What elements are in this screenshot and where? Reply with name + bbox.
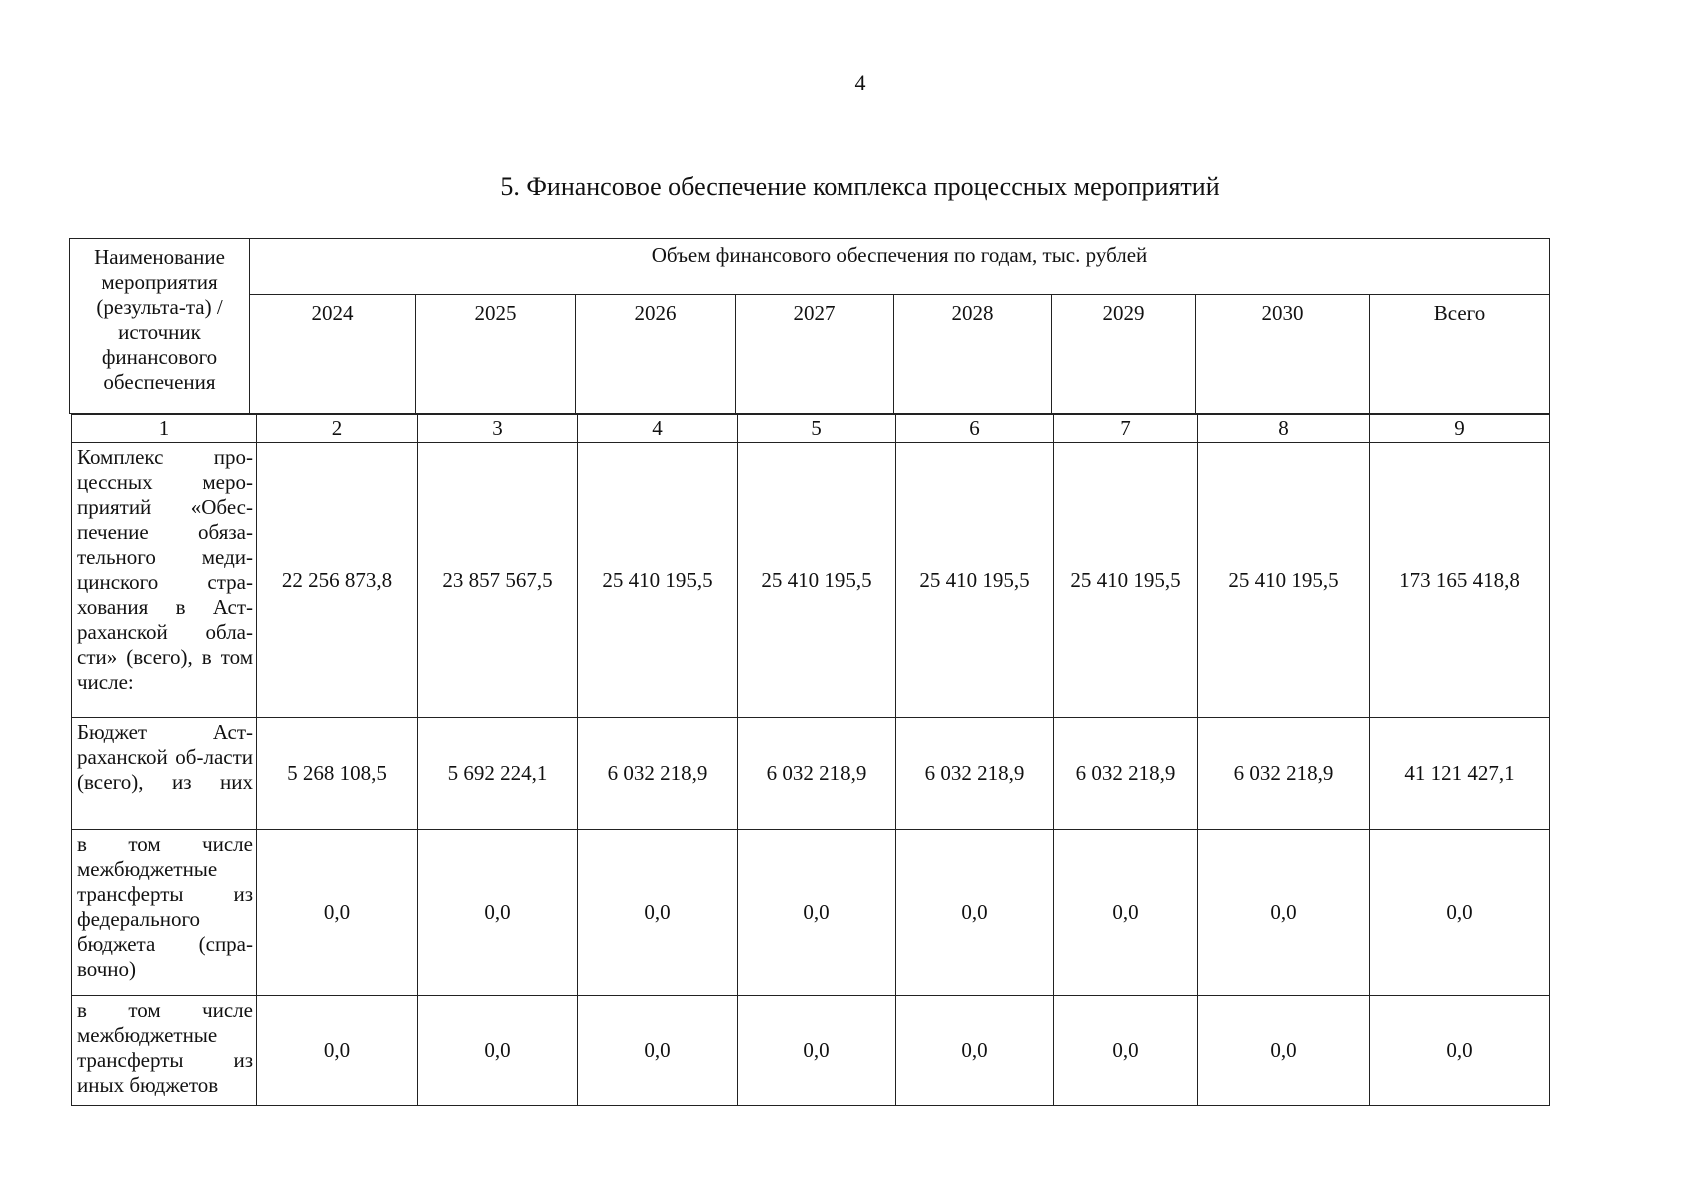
value-cell: 0,0 (1198, 830, 1370, 996)
value-cell: 25 410 195,5 (578, 443, 738, 718)
total-value-cell: 0,0 (1370, 830, 1550, 996)
year-header: 2028 (894, 294, 1052, 413)
value-cell: 0,0 (896, 830, 1054, 996)
column-number: 3 (418, 415, 578, 443)
column-number: 8 (1198, 415, 1370, 443)
value-cell: 6 032 218,9 (578, 718, 738, 830)
years-header-row (70, 294, 1550, 413)
value-cell: 0,0 (578, 996, 738, 1106)
total-value-cell: 173 165 418,8 (1370, 443, 1550, 718)
value-cell: 6 032 218,9 (738, 718, 896, 830)
year-header: 2024 (250, 294, 416, 413)
year-header: 2027 (736, 294, 894, 413)
row-label: Бюджет Аст-раханской об-ласти (всего), из них (72, 718, 257, 830)
column-number: 4 (578, 415, 738, 443)
value-cell: 0,0 (418, 996, 578, 1106)
column-number: 6 (896, 415, 1054, 443)
value-cell: 0,0 (1198, 996, 1370, 1106)
value-cell: 25 410 195,5 (896, 443, 1054, 718)
value-cell: 0,0 (1054, 830, 1198, 996)
value-cell: 0,0 (257, 830, 418, 996)
value-cell: 0,0 (738, 996, 896, 1106)
value-cell: 0,0 (578, 830, 738, 996)
year-header: 2029 (1052, 294, 1196, 413)
value-cell: 6 032 218,9 (1054, 718, 1198, 830)
value-cell: 0,0 (418, 830, 578, 996)
year-header: 2030 (1196, 294, 1370, 413)
value-cell: 0,0 (738, 830, 896, 996)
year-header: 2025 (416, 294, 576, 413)
table-row (72, 996, 1550, 1106)
column-numbers-row (72, 415, 1550, 443)
total-header: Всего (1370, 294, 1550, 413)
value-cell: 25 410 195,5 (738, 443, 896, 718)
name-column-header: Наименование мероприятия (результа-та) / источник финансового обеспечения (70, 239, 250, 414)
value-cell: 25 410 195,5 (1198, 443, 1370, 718)
column-number: 2 (257, 415, 418, 443)
page-number: 4 (854, 70, 866, 95)
table-header (69, 238, 1550, 414)
value-cell: 22 256 873,8 (257, 443, 418, 718)
value-cell: 25 410 195,5 (1054, 443, 1198, 718)
total-value-cell: 0,0 (1370, 996, 1550, 1106)
value-cell: 23 857 567,5 (418, 443, 578, 718)
volume-header: Объем финансового обеспечения по годам, тыс. рублей (250, 239, 1550, 295)
value-cell: 0,0 (257, 996, 418, 1106)
table-row (72, 830, 1550, 996)
value-cell: 5 692 224,1 (418, 718, 578, 830)
table-row (72, 718, 1550, 830)
value-cell: 6 032 218,9 (1198, 718, 1370, 830)
row-label: в том числе межбюджетные трансферты из федерального бюджета (спра-вочно) (72, 830, 257, 996)
value-cell: 6 032 218,9 (896, 718, 1054, 830)
year-header: 2026 (576, 294, 736, 413)
column-number: 1 (72, 415, 257, 443)
column-number: 7 (1054, 415, 1198, 443)
column-number: 9 (1370, 415, 1550, 443)
column-number: 5 (738, 415, 896, 443)
total-value-cell: 41 121 427,1 (1370, 718, 1550, 830)
row-label: Комплекс про-цессных меро-приятий «Обес-печение обяза-тельного меди-цинского стра-хования в Аст-раханской обла-сти» (всего), в том числе: (72, 443, 257, 718)
value-cell: 5 268 108,5 (257, 718, 418, 830)
row-label: в том числе межбюджетные трансферты из иных бюджетов (72, 996, 257, 1106)
value-cell: 0,0 (1054, 996, 1198, 1106)
value-cell: 0,0 (896, 996, 1054, 1106)
table-row (72, 443, 1550, 718)
section-title: 5. Финансовое обеспечение комплекса процессных мероприятий (500, 172, 1220, 201)
financing-table (71, 414, 1550, 1106)
